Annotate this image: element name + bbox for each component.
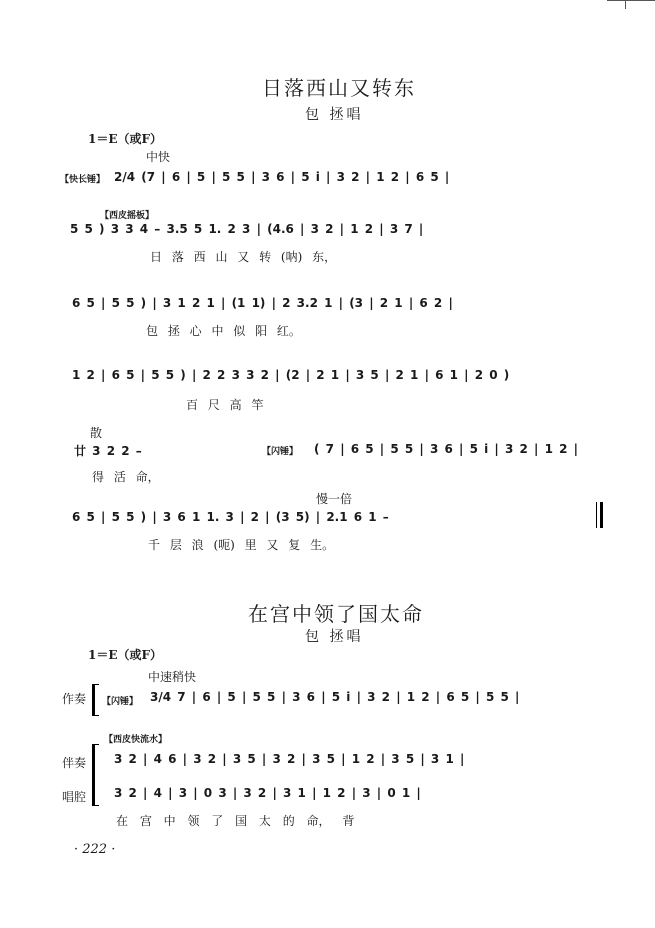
song1-row5-scatter: 散 <box>90 426 103 440</box>
song2-title: 在宫中领了国太命 <box>248 602 424 626</box>
song1-final-barline-thin <box>596 502 597 528</box>
song1-row6-tempo: 慢一倍 <box>316 492 353 506</box>
song1-row5-notes2: ( 7 | 6 5 | 5 5 | 3 6 | 5 i | 3 2 | 1 2 | <box>314 442 579 456</box>
song2-vocal-lyrics: 在 宫 中 领 了 国 太 的 命， 背 <box>116 814 355 828</box>
song1-row2-tag: 【西皮摇板】 <box>100 211 155 221</box>
song1-row6-lyrics: 千 层 浪 (呃) 里 又 复 生。 <box>148 538 335 552</box>
song1-row1-notes: 2/4 (7 | 6 | 5 | 5 5 | 3 6 | 5 i | 3 2 | 1 2 | 6 5 | <box>114 170 450 184</box>
song2-vocal-notes: 3 2 | 4 | 3 | 0 3 | 3 2 | 3 1 | 1 2 | 3 | 0 1 | <box>114 786 421 800</box>
song2-accomp-label: 伴奏 <box>62 756 87 770</box>
song1-row3-lyrics: 包 拯 心 中 似 阳 红。 <box>146 324 301 338</box>
song1-row5-notes: 廿 3 2 2 – <box>74 444 142 458</box>
song2-accomp-notes: 3 2 | 4 6 | 3 2 | 3 5 | 3 2 | 3 5 | 1 2 | 3 5 | 3 1 | <box>114 752 465 766</box>
song1-row1-tag: 【快长锤】 <box>60 175 106 185</box>
song2-row2-tag: 【西皮快流水】 <box>104 735 168 745</box>
song2-tempo: 中速稍快 <box>148 670 197 684</box>
song2-singer: 包 拯唱 <box>305 629 364 645</box>
song1-final-barline-thick <box>600 502 603 528</box>
song1-row5-tag: 【闪锤】 <box>262 447 299 457</box>
song1-row2-lyrics: 日 落 西 山 又 转 (呐) 东， <box>150 250 337 264</box>
song2-row1-bracket <box>92 684 99 716</box>
song1-tempo: 中快 <box>146 150 171 164</box>
song2-system-bracket <box>92 744 99 806</box>
song2-row1-label: 作奏 <box>62 692 87 706</box>
song1-key: 1＝E（或F） <box>88 132 163 146</box>
song1-row2-notes: 5 5 ) 3 3 4 – 3.5 5 1. 2 3 | (4.6 | 3 2 | 1 2 | 3 7 | <box>70 222 424 236</box>
song1-row4-notes: 1 2 | 6 5 | 5 5 ) | 2 2 3 3 2 | (2 | 2 1 | 3 5 | 2 1 | 6 1 | 2 0 ) <box>72 368 510 382</box>
page-corner-mark <box>607 0 655 11</box>
song1-row4-lyrics: 百 尺 高 竿 <box>186 398 264 412</box>
song1-singer: 包 拯唱 <box>305 107 364 123</box>
song1-row5-lyrics: 得 活 命， <box>92 470 160 484</box>
song1-row6-notes: 6 5 | 5 5 ) | 3 6 1 1. 3 | 2 | (3 5) | 2.1 6 1 – <box>72 510 389 524</box>
song1-row3-notes: 6 5 | 5 5 ) | 3 1 2 1 | (1 1) | 2 3.2 1 | (3 | 2 1 | 6 2 | <box>72 296 453 310</box>
page-number: · 222 · <box>74 842 116 857</box>
song2-row1-tag: 【闪锤】 <box>102 697 139 707</box>
song1-title: 日落西山又转东 <box>262 76 416 100</box>
song2-key: 1＝E（或F） <box>88 648 163 662</box>
song2-row1-notes: 3/4 7 | 6 | 5 | 5 5 | 3 6 | 5 i | 3 2 | 1 2 | 6 5 | 5 5 | <box>150 690 520 704</box>
song2-vocal-label: 唱腔 <box>62 790 87 804</box>
